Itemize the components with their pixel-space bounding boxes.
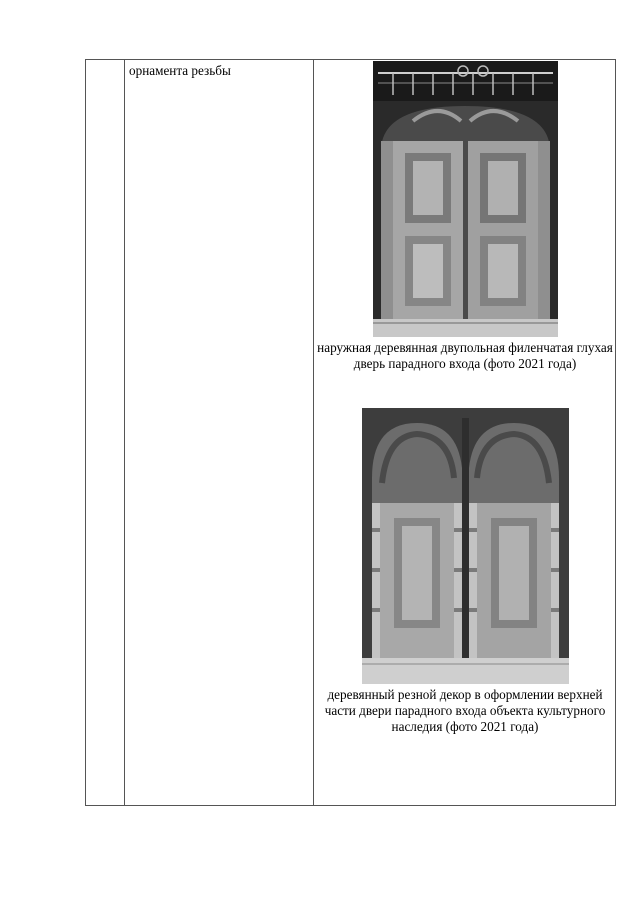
description-text: орнамента резьбы	[129, 63, 231, 78]
door-photo-icon	[373, 61, 558, 337]
photo-cell	[314, 60, 616, 806]
description-cell	[125, 60, 314, 806]
figure-caption: деревянный резной декор в оформлении верхней части двери парадного входа объекта культурного наследия (фото 2021 года)	[324, 687, 606, 734]
number-cell	[86, 60, 125, 806]
figure-door-decor	[314, 408, 616, 735]
figure-caption: наружная деревянная двупольная филенчатая глухая дверь парадного входа (фото 2021 года)	[317, 340, 613, 371]
table-row	[86, 60, 616, 806]
door-decor-photo-icon	[362, 408, 569, 684]
figure-door	[314, 61, 616, 372]
heritage-table	[85, 59, 616, 806]
